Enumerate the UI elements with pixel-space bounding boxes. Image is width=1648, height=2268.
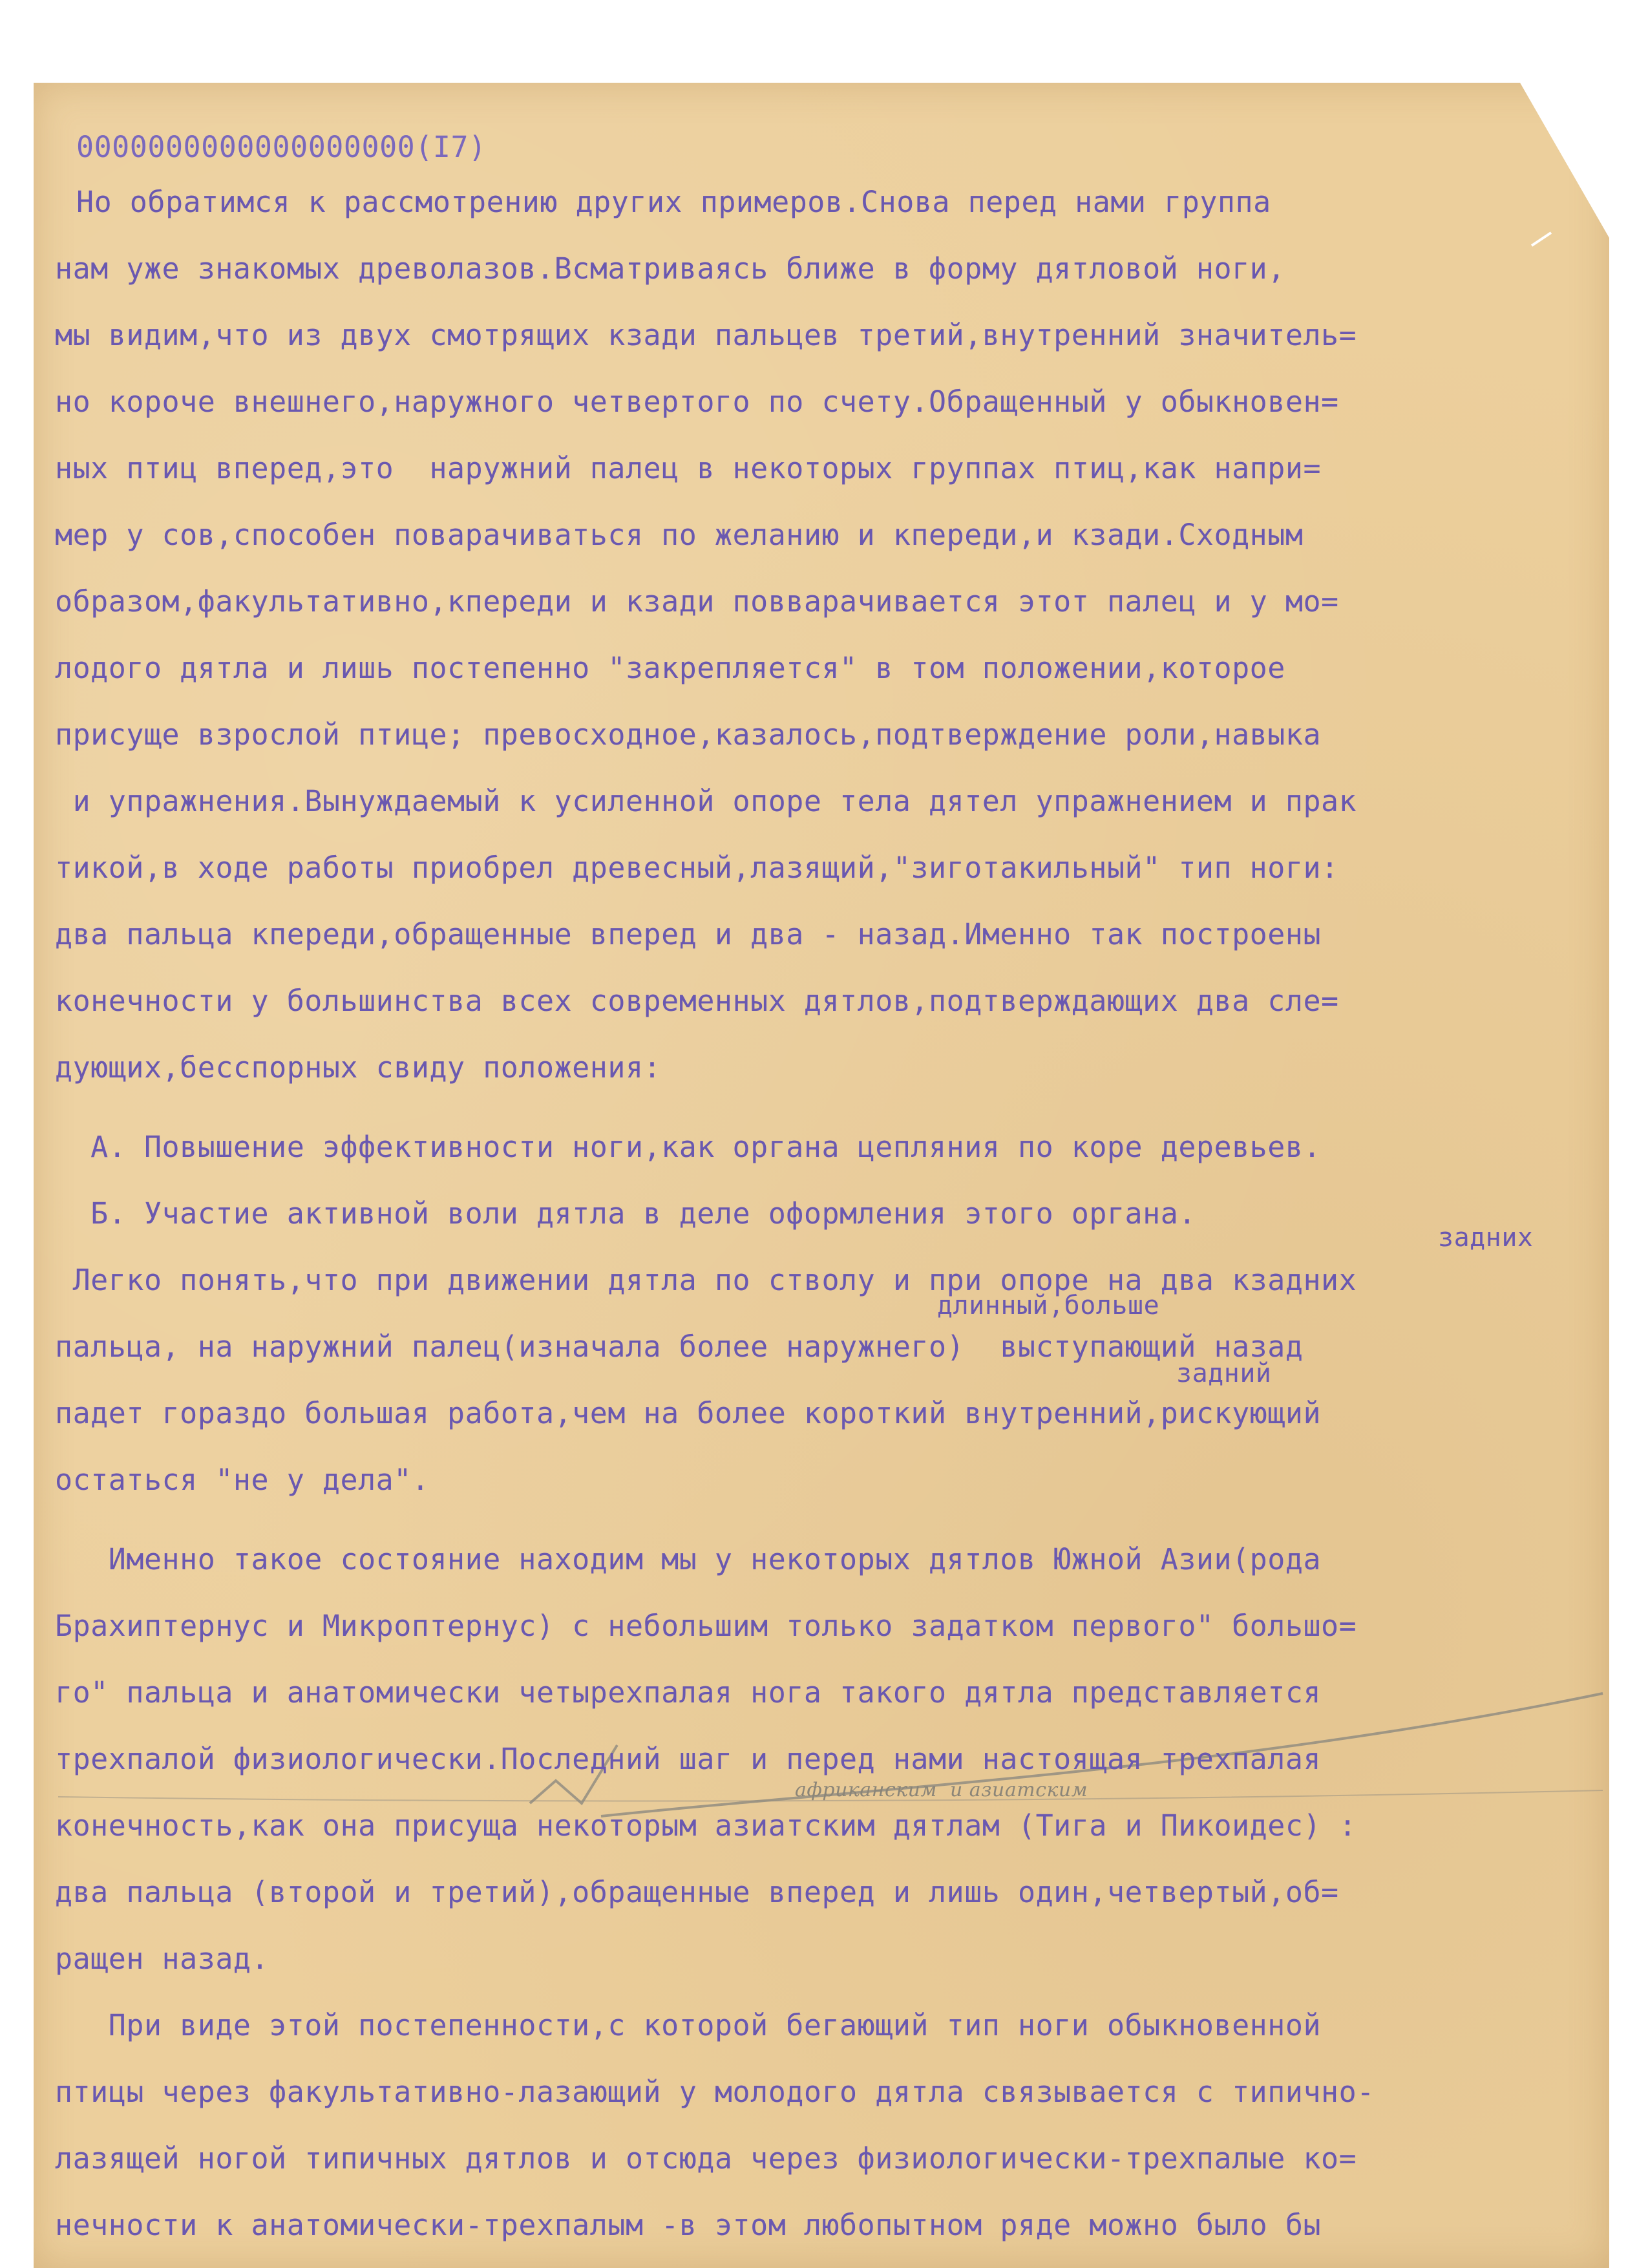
text-line: тикой,в ходе работы приобрел древесный,лазящий,"зиготакильный" тип ноги: xyxy=(55,851,1339,885)
text-line: падет гораздо большая работа,чем на более короткий внутренний,рискующий xyxy=(55,1396,1322,1430)
text-line: мер у сов,способен поварачиваться по желанию и кпереди,и кзади.Сходным xyxy=(55,518,1304,552)
interlinear-insertion-3: задний xyxy=(1176,1359,1272,1388)
text-line: образом,факультативно,кпереди и кзади повварачивается этот палец и у мо= xyxy=(55,584,1339,619)
interlinear-insertion-2: длинный,больше xyxy=(937,1291,1160,1320)
text-line: Брахиптернус и Микроптернус) с небольшим только задатком первого" большо= xyxy=(55,1609,1357,1643)
text-line: ращен назад. xyxy=(55,1942,269,1976)
text-line: конечность,как она присуща некоторым азиатским дятлам (Тига и Пикоидес) : xyxy=(55,1808,1357,1843)
interlinear-insertion-1: задних xyxy=(1438,1223,1534,1253)
text-line: мы видим,что из двух смотрящих кзади пальцев третий,внутренний значитель= xyxy=(55,318,1357,352)
text-line: остаться "не у дела". xyxy=(55,1463,430,1497)
text-line: два пальца (второй и третий),обращенные вперед и лишь один,четвертый,об= xyxy=(55,1875,1339,1909)
text-line: пальца, на наружний палец(изначала более наружнего) выступающий назад xyxy=(55,1330,1304,1364)
text-line: Но обратимся к рассмотрению других примеров.Снова перед нами группа xyxy=(76,185,1271,219)
text-line: присуще взрослой птице; превосходное,казалось,подтверждение роли,навыка xyxy=(55,717,1322,752)
text-line: но короче внешнего,наружного четвертого по счету.Обращенный у обыкновен= xyxy=(55,385,1339,419)
text-line: лодого дятла и лишь постепенно "закрепляется" в том положении,которое xyxy=(55,651,1285,685)
text-line: два пальца кпереди,обращенные вперед и два - назад.Именно так построены xyxy=(55,917,1322,951)
page-header: 0000000000000000000(I7) xyxy=(76,130,487,164)
text-line: При виде этой постепенности,с которой бегающий тип ноги обыкновенной xyxy=(55,2008,1322,2042)
text-line: Легко понять,что при движении дятла по стволу и при опоре на два кзадних xyxy=(55,1263,1357,1297)
text-line: ных птиц вперед,это наружний палец в некоторых группах птиц,как напри= xyxy=(55,451,1322,485)
text-line: нечности к анатомически-трехпалым -в этом любопытном ряде можно было бы xyxy=(55,2208,1322,2242)
text-line: дующих,бесспорных свиду положения: xyxy=(55,1050,662,1085)
pencil-note: африканским и азиатским xyxy=(795,1779,1088,1801)
text-line: птицы через факультативно-лазающий у молодого дятла связывается с типично- xyxy=(55,2075,1375,2109)
text-line: Б. Участие активной воли дятла в деле оформления этого органа. xyxy=(55,1196,1196,1231)
text-line: трехпалой физиологически.Последний шаг и перед нами настоящая трехпалая xyxy=(55,1742,1322,1776)
text-line: нам уже знакомых древолазов.Всматриваясь ближе в форму дятловой ноги, xyxy=(55,251,1285,286)
text-line: го" пальца и анатомически четырехпалая нога такого дятла представляется xyxy=(55,1675,1322,1710)
text-line: А. Повышение эффективности ноги,как органа цепляния по коре деревьев. xyxy=(55,1130,1322,1164)
text-line: и упражнения.Вынуждаемый к усиленной опоре тела дятел упражнением и прак xyxy=(55,784,1357,818)
text-line: Именно такое состояние находим мы у некоторых дятлов Южной Азии(рода xyxy=(55,1542,1322,1576)
text-line: лазящей ногой типичных дятлов и отсюда через физиологически-трехпалые ко= xyxy=(55,2141,1357,2176)
text-line: конечности у большинства всех современных дятлов,подтверждающих два сле= xyxy=(55,984,1339,1018)
